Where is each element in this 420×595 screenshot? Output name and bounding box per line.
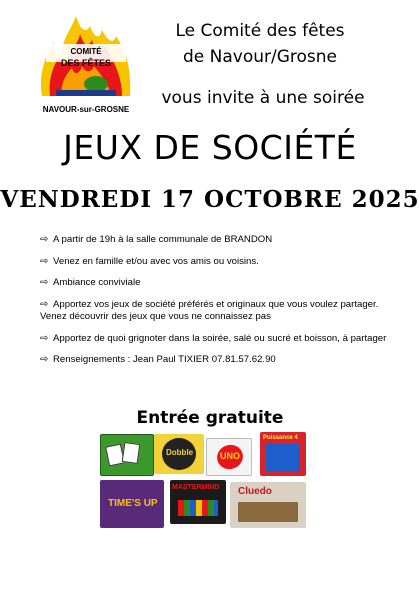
green-tree-shape (84, 76, 108, 92)
invite-text: vous invite à une soirée (161, 88, 365, 108)
arrow-icon: ⇨ (40, 234, 49, 245)
puissance4-label: Puissance 4 (263, 435, 298, 441)
list-item (40, 333, 390, 346)
logo-text-mid: DES FÊTES (60, 58, 112, 68)
committee-line-2: de Navour/Grosne (182, 47, 338, 67)
game-box-puissance4 (260, 432, 306, 476)
list-item (40, 299, 390, 324)
logo-text-top: COMITÉ (70, 47, 102, 56)
list-item (40, 277, 390, 290)
cluedo-label: Cluedo (238, 486, 272, 497)
timesup-label: TIME'S UP (108, 498, 158, 509)
logo-text-bottom: NAVOUR-sur-GROSNE (42, 105, 130, 114)
bullet-text: Apportez de quoi grignoter dans la soirée, salé ou sucré et boisson, à partager (53, 332, 387, 344)
game-box-green (100, 434, 154, 476)
arrow-icon: ⇨ (40, 298, 49, 310)
bullet-text: Apportez vos jeux de société préférés et originaux que vous voulez partager. Venez découvrir des jeux que vous ne connaissez pas (40, 298, 379, 322)
game-box-uno (206, 438, 252, 476)
bullet-text: Venez en famille et/ou avec vos amis ou voisins. (53, 255, 259, 267)
event-date: VENDREDI 17 OCTOBRE 2025 (0, 186, 420, 213)
list-item (40, 256, 390, 269)
arrow-icon: ⇨ (40, 277, 49, 288)
game-box-cluedo (230, 482, 306, 528)
game-box-dobble (154, 434, 204, 474)
bullet-text: Renseignements : Jean Paul TIXIER 07.81.57.62.90 (53, 354, 276, 365)
bullet-text: A partir de 19h à la salle communale de BRANDON (53, 234, 273, 245)
list-item (40, 234, 390, 247)
event-title: JEUX DE SOCIÉTÉ (63, 128, 357, 167)
game-box-timesup (100, 480, 164, 528)
game-box-mastermind (170, 480, 226, 524)
dobble-label: Dobble (166, 448, 194, 457)
uno-label: UNO (220, 451, 240, 461)
info-list (40, 234, 390, 376)
committee-line-1: Le Comité des fêtes (175, 21, 345, 41)
arrow-icon: ⇨ (40, 354, 49, 365)
arrow-icon: ⇨ (40, 332, 49, 344)
logo-ground (56, 90, 116, 96)
bullet-text: Ambiance conviviale (53, 277, 141, 288)
free-entry-text: Entrée gratuite (136, 408, 284, 428)
comite-des-fetes-logo (36, 14, 136, 120)
arrow-icon: ⇨ (40, 255, 49, 267)
list-item (40, 354, 390, 367)
board-games-collage (100, 432, 324, 532)
mastermind-label: MASTERMIND (172, 484, 220, 491)
